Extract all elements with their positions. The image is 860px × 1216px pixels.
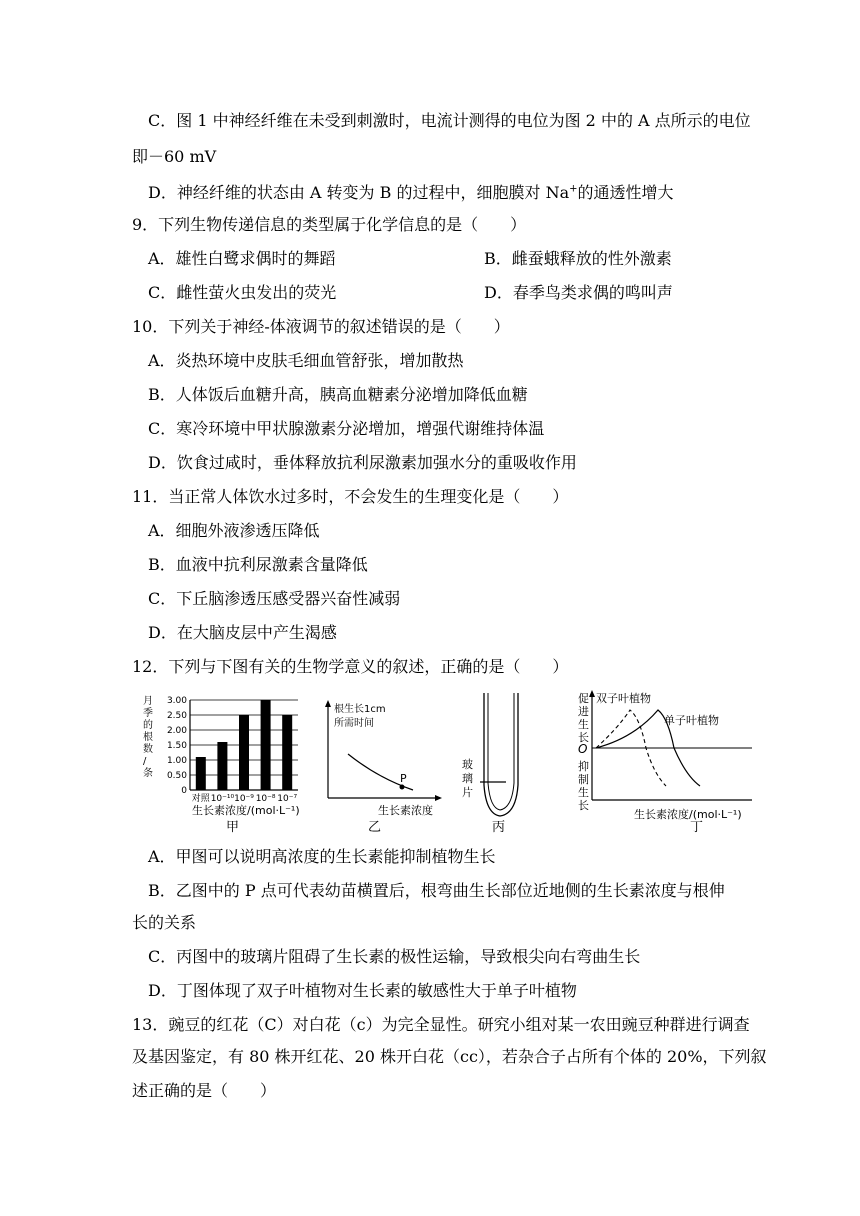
- bing-caption: 丙: [492, 820, 506, 835]
- ding-monocot-label: 单子叶植物: [664, 714, 719, 727]
- ding-caption: 丁: [690, 820, 704, 835]
- figure-yi: [318, 698, 443, 835]
- q10-option-d: D．饮食过咸时，垂体释放抗利尿激素加强水分的重吸收作用: [148, 453, 577, 472]
- ding-xlabel: 生长素浓度/(mol·L⁻¹): [634, 808, 742, 821]
- yi-point-p: [400, 785, 405, 790]
- q13-line3: 述正确的是（ ）: [132, 1081, 277, 1100]
- bing-glass-label-1: 玻: [462, 758, 473, 771]
- q8-option-d-sup: +: [569, 183, 578, 195]
- q13-line1: 13．豌豆的红花（C）对白花（c）为完全显性。研究小组对某一农田豌豆种群进行调查: [132, 1015, 750, 1034]
- jia-bar: [217, 742, 227, 790]
- q11-option-a: A．细胞外液渗透压降低: [148, 521, 320, 540]
- ding-promote-4: 长: [578, 731, 589, 744]
- q11-option-b: B．血液中抗利尿激素含量降低: [148, 555, 368, 574]
- jia-bar: [282, 715, 292, 790]
- jia-ytick-label: 1.50: [166, 741, 187, 751]
- figure-bing: [456, 690, 536, 835]
- jia-bar: [261, 700, 271, 790]
- jia-ytick-label: 2.50: [166, 711, 187, 721]
- ding-inhibit-3: 生: [578, 786, 589, 799]
- figure-ding-chart: [574, 688, 754, 835]
- yi-ylabel-line1: 根生长1cm: [334, 704, 386, 715]
- q9-option-a: A．雄性白鹭求偶时的舞蹈: [148, 249, 336, 268]
- q12-option-b-line1: B．乙图中的 P 点可代表幼苗横置后，根弯曲生长部位近地侧的生长素浓度与根伸: [148, 881, 725, 900]
- yi-ylabel-line2: 所需时间: [334, 718, 374, 729]
- q10-stem: 10．下列关于神经-体液调节的叙述错误的是（ ）: [132, 317, 510, 336]
- jia-ytick-label: 2.00: [166, 726, 187, 736]
- q8-option-c-line1: C．图 1 中神经纤维在未受到刺激时，电流计测得的电位为图 2 中的 A 点所示的电位: [148, 111, 751, 130]
- q10-option-a: A．炎热环境中皮肤毛细血管舒张，增加散热: [148, 351, 464, 370]
- q11-stem: 11．当正常人体饮水过多时，不会发生的生理变化是（ ）: [132, 487, 569, 506]
- figure-jia: [140, 690, 305, 835]
- q8-option-d: [148, 182, 674, 204]
- jia-ylabel-char: /: [143, 756, 147, 767]
- jia-xtick-label: 10⁻⁸: [255, 794, 276, 804]
- jia-xtick-label: 对照: [191, 794, 210, 804]
- q10-option-b: B．人体饭后血糖升高，胰高血糖素分泌增加降低血糖: [148, 385, 528, 404]
- q13-line2: 及基因鉴定，有 80 株开红花、20 株开白花（cc），若杂合子占所有个体的 20%，下列叙: [132, 1047, 767, 1066]
- jia-caption: 甲: [226, 820, 240, 835]
- ding-promote-3: 生: [578, 718, 589, 731]
- figure-yi-chart: [318, 698, 443, 828]
- jia-ytick-label: 1.00: [166, 756, 187, 766]
- jia-xtick-label: 10⁻⁹: [234, 794, 254, 804]
- figure-ding: [574, 688, 754, 835]
- q12-option-b-line2: 长的关系: [132, 913, 197, 932]
- q9-option-b: B．雌蚕蛾释放的性外激素: [484, 249, 672, 268]
- jia-bar: [239, 715, 249, 790]
- q10-option-c: C．寒冷环境中甲状腺激素分泌增加，增强代谢维持体温: [148, 419, 545, 438]
- q8-option-c-line2: 即－60 mV: [132, 147, 217, 166]
- q8-option-d-text-end: 的通透性增大: [577, 183, 674, 202]
- yi-x-arrow: [435, 795, 442, 801]
- jia-ytick-label: 0.50: [166, 771, 187, 781]
- jia-ylabel: [143, 695, 153, 779]
- ding-origin: O: [578, 742, 588, 756]
- ding-inhibit-2: 制: [578, 773, 589, 786]
- jia-ylabel-char: 根: [143, 732, 153, 743]
- q9-option-c: C．雌性萤火虫发出的荧光: [148, 283, 337, 302]
- figure-bing-drawing: [456, 690, 536, 835]
- ding-promote-2: 进: [578, 705, 589, 718]
- yi-point-label: P: [400, 772, 407, 785]
- jia-xticks: [192, 792, 298, 804]
- ding-y-arrow: [589, 690, 595, 697]
- ding-dicot-label: 双子叶植物: [596, 692, 651, 705]
- bing-glass-label-3: 片: [462, 786, 473, 799]
- q8-option-d-text: D．神经纤维的状态由 A 转变为 B 的过程中，细胞膜对 Na: [148, 183, 570, 202]
- jia-ylabel-char: 数: [143, 744, 153, 755]
- jia-xtick-label: 10⁻⁷: [277, 794, 298, 804]
- yi-xlabel: 生长素浓度: [378, 804, 433, 817]
- figure-jia-chart: [140, 690, 305, 835]
- q12-stem: 12．下列与下图有关的生物学意义的叙述，正确的是（ ）: [132, 657, 569, 676]
- ding-inhibit-4: 长: [578, 799, 589, 812]
- q9-stem: 9．下列生物传递信息的类型属于化学信息的是（ ）: [132, 215, 527, 234]
- q12-option-d: D．丁图体现了双子叶植物对生长素的敏感性大于单子叶植物: [148, 981, 577, 1000]
- jia-xlabel: 生长素浓度/(mol·L⁻¹): [192, 804, 300, 817]
- q11-option-d: D．在大脑皮层中产生渴感: [148, 623, 337, 642]
- q9-option-d: D．春季鸟类求偶的鸣叫声: [484, 283, 673, 302]
- jia-xtick-label: 10⁻¹⁰: [210, 794, 235, 804]
- q12-option-a: A．甲图可以说明高浓度的生长素能抑制植物生长: [148, 847, 496, 866]
- jia-ytick-label: 0: [181, 786, 187, 796]
- yi-caption: 乙: [368, 820, 382, 835]
- bing-root-inner: [488, 693, 514, 810]
- jia-ytick-label: 3.00: [166, 696, 187, 706]
- jia-bar: [196, 757, 206, 790]
- jia-yticks: [167, 696, 187, 796]
- q11-option-c: C．下丘脑渗透压感受器兴奋性减弱: [148, 589, 401, 608]
- jia-ylabel-char: 月: [143, 696, 153, 707]
- q12-option-c: C．丙图中的玻璃片阻碍了生长素的极性运输，导致根尖向右弯曲生长: [148, 947, 641, 966]
- yi-y-arrow: [325, 700, 331, 707]
- jia-ylabel-char: 季: [143, 708, 153, 719]
- ding-inhibit-1: 抑: [578, 760, 589, 773]
- jia-ylabel-char: 的: [143, 720, 153, 731]
- bing-glass-label-2: 璃: [462, 772, 473, 785]
- bing-root-outer: [484, 693, 518, 816]
- ding-promote-1: 促: [578, 692, 589, 705]
- jia-ylabel-char: 条: [143, 768, 153, 779]
